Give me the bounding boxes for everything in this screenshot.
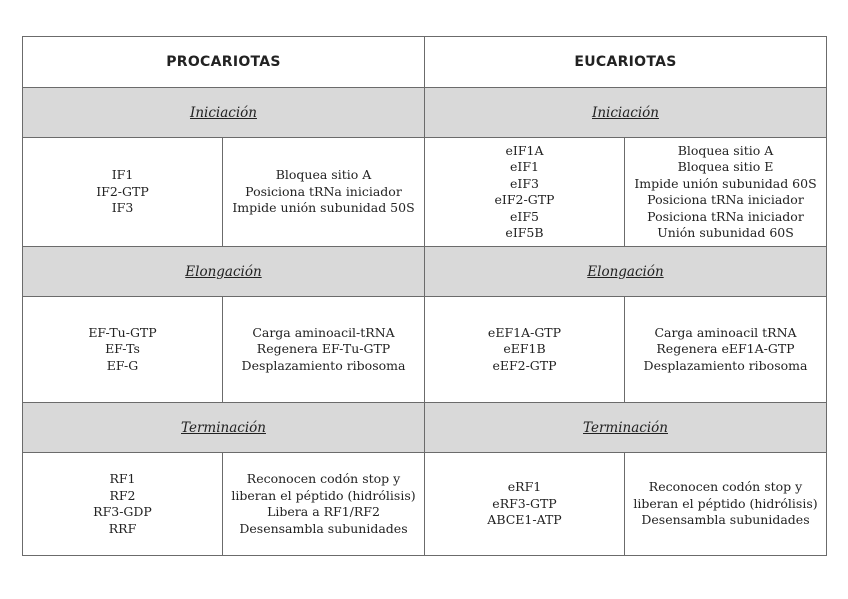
cell-line: liberan el péptido (hidrólisis) <box>633 495 818 511</box>
cell-line: EF-Ts <box>105 341 140 357</box>
cell-line: RF3-GDP <box>93 504 152 519</box>
cell-line: RF1 <box>109 471 136 486</box>
phase-row-elongation <box>23 247 827 297</box>
cell-line: eIF5B <box>505 225 544 240</box>
cell-line: eIF1 <box>510 159 539 174</box>
cell-line: Posiciona tRNa iniciador <box>245 183 402 199</box>
phase-label-euk-initiation: Iniciación <box>425 88 827 138</box>
phase-row-initiation <box>23 88 827 138</box>
pro-factors-cell <box>23 453 223 556</box>
cell-line: Regenera EF-Tu-GTP <box>256 341 391 357</box>
cell-line: ABCE1-ATP <box>487 512 562 528</box>
phase-label-pro-termination: Terminación <box>23 403 425 453</box>
cell-line: RF2 <box>109 487 136 503</box>
cell-line: eEF1A-GTP <box>487 324 562 340</box>
cell-line: Bloquea sitio A <box>275 167 372 183</box>
pro-factors-cell <box>23 297 223 403</box>
cell-line: Impide unión subunidad 60S <box>634 175 817 191</box>
cell-line: Libera a RF1/RF2 <box>267 504 380 519</box>
pro-functions-cell <box>223 453 425 556</box>
phase-label-euk-termination: Terminación <box>425 403 827 453</box>
euk-factors-cell <box>425 453 625 556</box>
pro-functions-cell <box>223 297 425 403</box>
cell-line: Reconocen codón stop y <box>246 471 401 486</box>
phase-label-pro-elongation: Elongación <box>23 247 425 297</box>
cell-line: Carga aminoacil-tRNA <box>252 324 395 340</box>
header-eucariotas: EUCARIOTAS <box>425 37 827 88</box>
cell-line: IF2-GTP <box>96 183 149 199</box>
cell-line: Bloquea sitio E <box>677 159 774 174</box>
cell-line: Desplazamiento ribosoma <box>241 357 406 373</box>
header-procariotas: PROCARIOTAS <box>23 37 425 88</box>
cell-line: eEF1B <box>503 341 546 357</box>
phase-label-euk-elongation: Elongación <box>425 247 827 297</box>
cell-line: Regenera eEF1A-GTP <box>656 341 795 357</box>
pro-factors-cell <box>23 138 223 247</box>
data-row-initiation <box>23 138 827 247</box>
header-row <box>23 37 827 88</box>
pro-functions-cell <box>223 138 425 247</box>
cell-line: Desensambla subunidades <box>641 512 810 528</box>
cell-line: Unión subunidad 60S <box>657 225 794 240</box>
cell-line: Carga aminoacil tRNA <box>654 324 797 340</box>
cell-line: Bloquea sitio A <box>677 142 774 158</box>
cell-line: Posiciona tRNa iniciador <box>647 208 804 224</box>
cell-line: eIF5 <box>510 208 539 224</box>
euk-functions-cell <box>625 138 827 247</box>
cell-line: EF-G <box>106 357 139 373</box>
cell-line: Reconocen codón stop y <box>648 479 803 495</box>
cell-line: RRF <box>108 520 137 536</box>
translation-factors-table <box>22 36 827 556</box>
cell-line: liberan el péptido (hidrólisis) <box>231 487 416 503</box>
cell-line: eEF2-GTP <box>492 357 557 373</box>
data-row-termination <box>23 453 827 556</box>
cell-line: eIF3 <box>510 175 539 191</box>
euk-functions-cell <box>625 453 827 556</box>
cell-line: IF1 <box>111 167 134 183</box>
cell-line: Posiciona tRNa iniciador <box>647 192 804 207</box>
phase-label-pro-initiation: Iniciación <box>23 88 425 138</box>
cell-line: EF-Tu-GTP <box>88 324 157 340</box>
euk-functions-cell <box>625 297 827 403</box>
cell-line: IF3 <box>111 200 134 216</box>
data-row-elongation <box>23 297 827 403</box>
cell-line: Desplazamiento ribosoma <box>643 357 808 373</box>
euk-factors-cell <box>425 138 625 247</box>
phase-row-termination <box>23 403 827 453</box>
cell-line: eIF2-GTP <box>494 192 555 207</box>
cell-line: eIF1A <box>505 142 544 158</box>
euk-factors-cell <box>425 297 625 403</box>
cell-line: Impide unión subunidad 50S <box>232 200 415 216</box>
cell-line: eRF3-GTP <box>492 495 557 511</box>
cell-line: Desensambla subunidades <box>239 520 408 536</box>
cell-line: eRF1 <box>507 479 542 495</box>
